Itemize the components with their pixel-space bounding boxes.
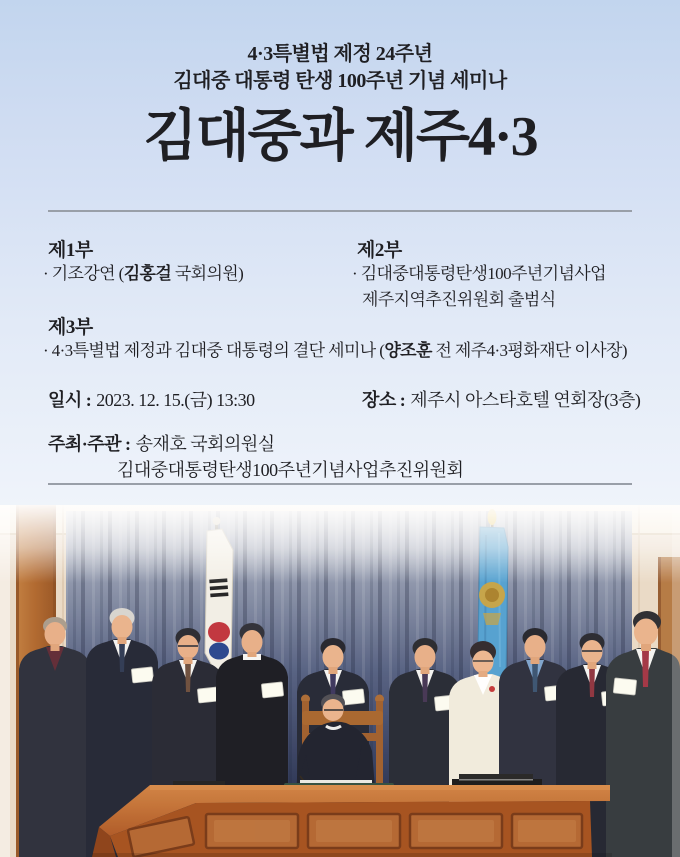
host-value-line1: 송재호 국회의원실 [135, 434, 275, 454]
program-part2-item-line2: 제주지역추진위원회 출범식 [362, 290, 556, 309]
program-part3-heading: 제3부 [48, 317, 93, 338]
program-part2-heading: 제2부 [357, 240, 402, 261]
divider-line-top [48, 210, 632, 212]
venue-value: 제주시 아스타호텔 연회장(3층) [410, 390, 641, 410]
venue-label: 장소 : [362, 390, 406, 410]
host-row [48, 430, 275, 456]
datetime-row [48, 386, 255, 412]
program-part1-item: · 기조강연 (김홍걸 국회의원) [43, 264, 244, 283]
program-part2-item-line1: · 김대중대통령탄생100주년기념사업 [352, 264, 606, 283]
poster-subtitle-line2: 김대중 대통령 탄생 100주년 기념 세미나 [173, 70, 507, 92]
datetime-label: 일시 : [48, 390, 92, 410]
poster-subtitle-line1: 4·3특별법 제정 24주년 [247, 43, 433, 65]
program-part1-heading: 제1부 [48, 240, 93, 261]
speaker-name: 김홍걸 [123, 264, 172, 283]
program-part3-item: · 4·3특별법 제정과 김대중 대통령의 결단 세미나 (양조훈 전 제주4·3평화재단 이사장) [43, 341, 627, 360]
host-value-line2: 김대중대통령탄생100주년기념사업추진위원회 [117, 460, 464, 480]
poster-title: 김대중과 제주4·3 [143, 106, 537, 168]
host-label: 주최·주관 : [48, 434, 131, 454]
signing-ceremony-photo [0, 505, 680, 857]
venue-row [362, 386, 640, 412]
photo-vignette [0, 505, 680, 857]
speaker-name: 양조훈 [384, 341, 432, 360]
datetime-value: 2023. 12. 15.(금) 13:30 [96, 390, 255, 410]
divider-line-bottom [48, 483, 632, 485]
